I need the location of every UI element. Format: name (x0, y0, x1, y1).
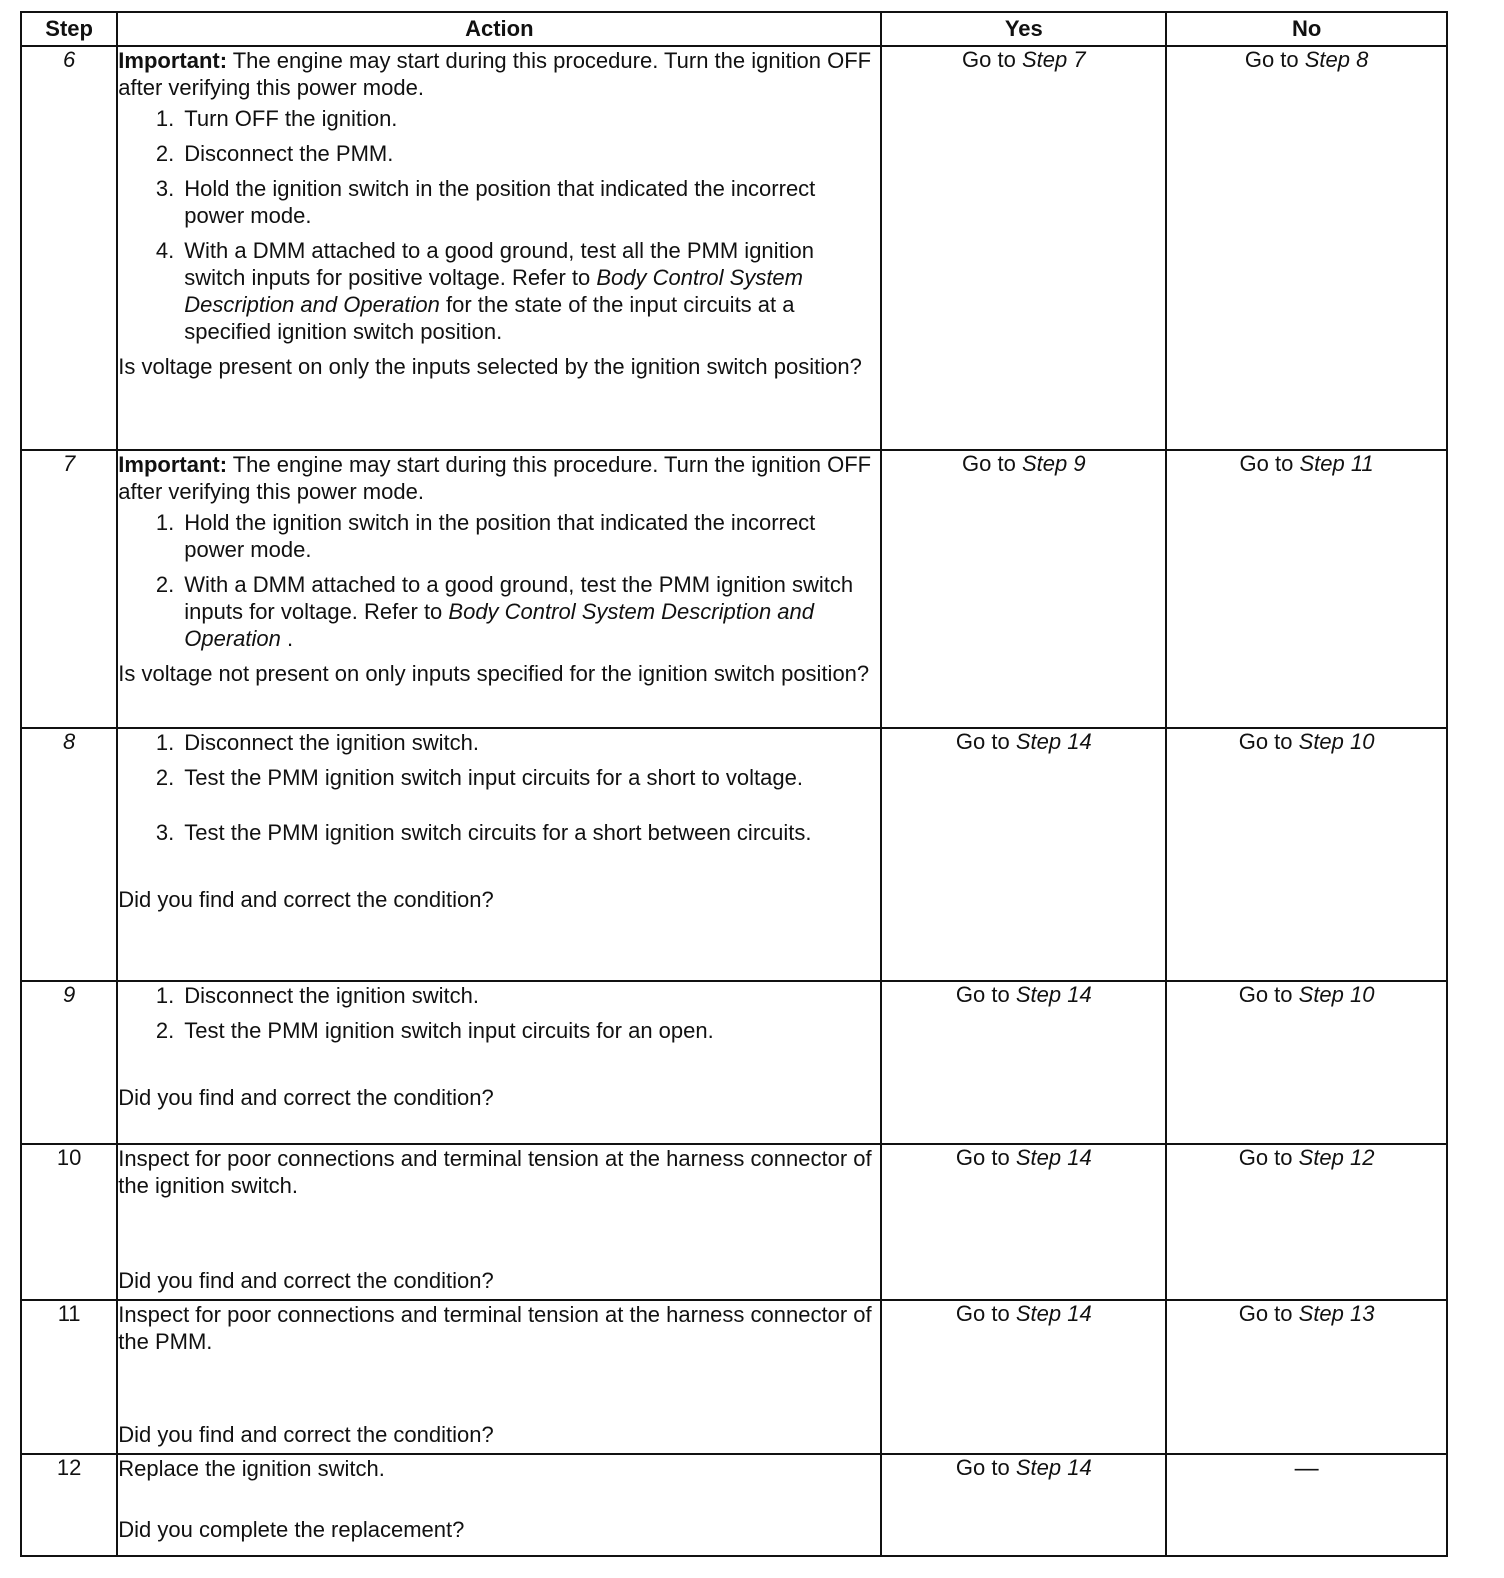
no-cell-dash: — (1166, 1454, 1447, 1556)
action-cell (117, 450, 881, 728)
no-target-link[interactable]: Step 10 (1298, 729, 1375, 754)
table-row-step-11 (21, 1300, 1447, 1454)
yes-target-link[interactable]: Step 14 (1015, 982, 1092, 1007)
no-target-link[interactable]: Step 12 (1298, 1145, 1375, 1170)
item-text: Turn OFF the ignition. (184, 106, 398, 131)
yes-cell (881, 450, 1166, 728)
item-number: 2. (155, 572, 175, 597)
item-text: Disconnect the PMM. (184, 141, 394, 166)
important-label: Important: (118, 452, 228, 477)
table-row-step-10 (21, 1144, 1447, 1300)
no-target-link[interactable]: Step 8 (1304, 47, 1369, 72)
step-number: 6 (21, 46, 117, 450)
action-cell (117, 1454, 881, 1556)
header-action: Action (117, 12, 881, 46)
header-no: No (1166, 12, 1447, 46)
header-yes: Yes (881, 12, 1166, 46)
step-number: 10 (21, 1144, 117, 1300)
yes-target-link[interactable]: Step 14 (1015, 1145, 1092, 1170)
list-item (118, 105, 880, 132)
action-cell (117, 46, 881, 450)
important-note (118, 47, 880, 101)
goto-prefix: Go to (955, 1145, 1016, 1170)
procedure-list (118, 729, 880, 846)
yes-cell (881, 46, 1166, 450)
table-row-step-12 (21, 1454, 1447, 1556)
procedure-list (118, 982, 880, 1044)
list-item (118, 729, 880, 756)
list-item (118, 764, 880, 791)
goto-prefix: Go to (1244, 47, 1305, 72)
list-item (118, 819, 880, 846)
no-cell (1166, 981, 1447, 1144)
item-text: Test the PMM ignition switch circuits for a short between circuits. (184, 820, 812, 845)
list-item (118, 237, 880, 345)
important-text: The engine may start during this procedure. Turn the ignition OFF after verifying this power mode. (118, 48, 872, 100)
important-label: Important: (118, 48, 228, 73)
no-cell (1166, 1144, 1447, 1300)
table-row-step-9 (21, 981, 1447, 1144)
procedure-list (118, 509, 880, 652)
important-text: The engine may start during this procedure. Turn the ignition OFF after verifying this power mode. (118, 452, 872, 504)
header-row (21, 12, 1447, 46)
yes-target-link[interactable]: Step 7 (1021, 47, 1086, 72)
item-number: 1. (155, 983, 175, 1008)
action-text: Replace the ignition switch. (118, 1456, 385, 1481)
no-cell (1166, 46, 1447, 450)
action-text: Inspect for poor connections and terminal tension at the harness connector of the PMM. (118, 1302, 872, 1354)
list-item (118, 175, 880, 229)
reference-link[interactable]: Body Control System Description and Operation (184, 265, 803, 317)
goto-prefix: Go to (955, 1301, 1016, 1326)
action-cell (117, 981, 881, 1144)
goto-prefix: Go to (1238, 1145, 1299, 1170)
table-row-step-8 (21, 728, 1447, 981)
yes-target-link[interactable]: Step 14 (1015, 1455, 1092, 1480)
item-text: Disconnect the ignition switch. (184, 983, 479, 1008)
no-target-link[interactable]: Step 10 (1298, 982, 1375, 1007)
yes-cell (881, 1454, 1166, 1556)
item-number: 3. (155, 820, 175, 845)
item-number: 1. (155, 730, 175, 755)
item-text: Disconnect the ignition switch. (184, 730, 479, 755)
list-item (118, 1017, 880, 1044)
table-row-step-7 (21, 450, 1447, 728)
reference-link[interactable]: Body Control System Description and Operation (184, 599, 815, 651)
question-text: Is voltage present on only the inputs selected by the ignition switch position? (118, 354, 862, 379)
list-item (118, 571, 880, 652)
item-text-b: . (280, 626, 294, 651)
question-text: Did you find and correct the condition? (118, 887, 494, 912)
yes-target-link[interactable]: Step 14 (1015, 1301, 1092, 1326)
diagnostic-table (20, 11, 1448, 1557)
yes-target-link[interactable]: Step 14 (1015, 729, 1092, 754)
step-number: 11 (21, 1300, 117, 1454)
item-text (184, 237, 880, 345)
item-number: 1. (155, 106, 175, 131)
yes-cell (881, 981, 1166, 1144)
question-text: Did you find and correct the condition? (118, 1268, 494, 1293)
header-step: Step (21, 12, 117, 46)
goto-prefix: Go to (1238, 729, 1299, 754)
item-text: Hold the ignition switch in the position that indicated the incorrect power mode. (184, 176, 816, 228)
important-note (118, 451, 880, 505)
list-item (118, 140, 880, 167)
item-text-b: for the state of the input circuits at a specified ignition switch position. (184, 292, 795, 344)
item-number: 2. (155, 1018, 175, 1043)
step-number: 12 (21, 1454, 117, 1556)
no-cell (1166, 728, 1447, 981)
table-row-step-6 (21, 46, 1447, 450)
goto-prefix: Go to (962, 47, 1022, 72)
item-number: 1. (155, 510, 175, 535)
goto-prefix: Go to (1238, 982, 1299, 1007)
action-text: Inspect for poor connections and terminal tension at the harness connector of the ignition switch. (118, 1146, 872, 1198)
question-text: Is voltage not present on only inputs specified for the ignition switch position? (118, 661, 870, 686)
goto-prefix: Go to (1238, 1301, 1299, 1326)
procedure-list (118, 105, 880, 345)
yes-target-link[interactable]: Step 9 (1021, 451, 1086, 476)
item-number: 4. (155, 238, 175, 263)
step-number: 8 (21, 728, 117, 981)
item-text-a: With a DMM attached to a good ground, test all the PMM ignition switch inputs for positive voltage. Refer to (184, 238, 815, 290)
no-target-link[interactable]: Step 13 (1298, 1301, 1375, 1326)
list-item (118, 509, 880, 563)
yes-cell (881, 1300, 1166, 1454)
item-number: 2. (155, 141, 175, 166)
item-text: Hold the ignition switch in the position that indicated the incorrect power mode. (184, 510, 816, 562)
no-cell (1166, 450, 1447, 728)
list-item (118, 982, 880, 1009)
yes-cell (881, 728, 1166, 981)
step-number: 9 (21, 981, 117, 1144)
goto-prefix: Go to (955, 1455, 1016, 1480)
action-cell (117, 728, 881, 981)
question-text: Did you find and correct the condition? (118, 1422, 494, 1447)
action-cell (117, 1144, 881, 1300)
item-text: Test the PMM ignition switch input circuits for an open. (184, 1018, 714, 1043)
item-number: 2. (155, 765, 175, 790)
item-number: 3. (155, 176, 175, 201)
no-target-link[interactable]: Step 11 (1299, 451, 1374, 476)
goto-prefix: Go to (955, 729, 1016, 754)
goto-prefix: Go to (1239, 451, 1300, 476)
item-text: Test the PMM ignition switch input circuits for a short to voltage. (184, 765, 803, 790)
question-text: Did you find and correct the condition? (118, 1085, 494, 1110)
goto-prefix: Go to (955, 982, 1016, 1007)
yes-cell (881, 1144, 1166, 1300)
no-cell (1166, 1300, 1447, 1454)
item-text-a: With a DMM attached to a good ground, test the PMM ignition switch inputs for voltage. Refer to (184, 572, 854, 624)
step-number: 7 (21, 450, 117, 728)
goto-prefix: Go to (962, 451, 1022, 476)
item-text (184, 571, 880, 652)
action-cell (117, 1300, 881, 1454)
question-text: Did you complete the replacement? (118, 1517, 465, 1542)
